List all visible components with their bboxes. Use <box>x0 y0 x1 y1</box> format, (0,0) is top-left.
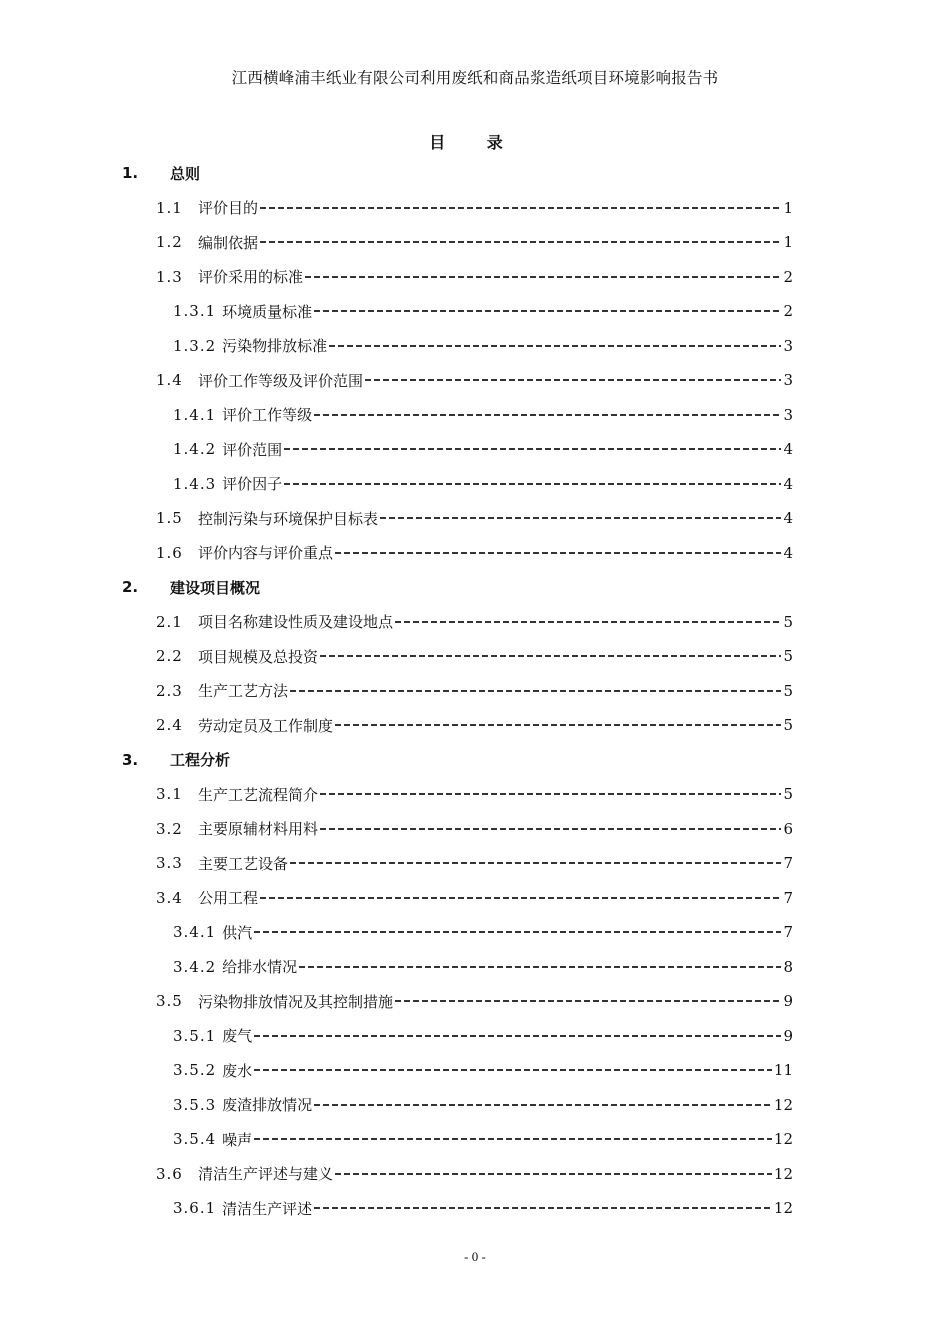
toc-entry-title: 评价目的 <box>198 199 259 217</box>
toc-entry-page: 7 <box>783 854 793 872</box>
toc-entry-title: 评价采用的标准 <box>198 268 304 286</box>
toc-entry <box>173 471 793 497</box>
toc-entry <box>173 298 793 324</box>
toc-entry-title: 主要工艺设备 <box>198 854 289 873</box>
toc-entry <box>173 1195 793 1221</box>
toc-entry-title: 编制依据 <box>198 233 259 252</box>
toc-entry-page: 7 <box>783 923 793 941</box>
toc-entry-page: 12 <box>773 1095 793 1114</box>
toc-entry <box>173 1023 793 1049</box>
toc-dot-leader <box>314 310 781 312</box>
toc-entry-page: 4 <box>783 440 793 458</box>
toc-entry-title: 废渣排放情况 <box>222 1096 313 1114</box>
toc-entry-number: 3.5 <box>156 992 183 1010</box>
toc-entry-number: 2.2 <box>156 647 183 665</box>
toc-entry-page: 5 <box>783 681 793 700</box>
toc-dot-leader <box>314 1207 772 1209</box>
toc-entry <box>156 264 793 290</box>
toc-entry-page: 2 <box>783 267 793 286</box>
toc-entry <box>173 1126 793 1152</box>
toc-entry-title: 生产工艺流程简介 <box>198 785 319 804</box>
toc-entry-number: 3.4 <box>156 888 183 907</box>
toc-entry-page: 12 <box>773 1130 793 1148</box>
toc-dot-leader <box>329 345 781 347</box>
toc-entry-number: 1.4 <box>156 371 183 389</box>
toc-entry <box>173 1092 793 1118</box>
toc-entry <box>156 505 793 531</box>
toc-entry-number: 2. <box>122 578 139 596</box>
toc-entry-page: 3 <box>783 371 793 389</box>
toc-section <box>122 747 230 773</box>
toc-entry-page: 5 <box>783 716 793 734</box>
toc-entry-page: 1 <box>783 198 793 217</box>
toc-dot-leader <box>284 448 781 450</box>
toc-entry <box>156 609 793 635</box>
toc-entry <box>156 643 793 669</box>
document-header: 江西横峰浦丰纸业有限公司利用废纸和商品浆造纸项目环境影响报告书 <box>231 69 719 87</box>
toc-dot-leader <box>335 724 781 726</box>
toc-entry-page: 5 <box>783 647 793 665</box>
toc-dot-leader <box>290 690 781 692</box>
toc-dot-leader <box>335 1173 772 1175</box>
toc-entry-title: 控制污染与环境保护目标表 <box>198 509 379 528</box>
toc-dot-leader <box>320 828 781 830</box>
toc-entry-page: 2 <box>783 302 793 320</box>
toc-entry-number: 1.3.2 <box>173 336 217 355</box>
toc-dot-leader <box>380 517 781 519</box>
toc-entry-page: 12 <box>773 1199 793 1217</box>
toc-entry-number: 3.1 <box>156 785 183 803</box>
toc-entry <box>156 540 793 566</box>
toc-entry <box>173 919 793 945</box>
toc-entry-page: 9 <box>783 1026 793 1045</box>
toc-entry-number: 1.6 <box>156 543 183 562</box>
toc-entry-title: 建设项目概况 <box>170 578 261 597</box>
toc-entry-title: 公用工程 <box>198 889 259 907</box>
toc-entry-page: 4 <box>783 509 793 527</box>
toc-entry <box>156 781 793 807</box>
toc-entry-number: 1.4.3 <box>173 474 217 493</box>
toc-entry-title: 项目规模及总投资 <box>198 647 319 666</box>
toc-entry-page: 5 <box>783 612 793 631</box>
toc-entry <box>156 367 793 393</box>
toc-entry-number: 1.1 <box>156 198 183 217</box>
toc-entry-title: 废气 <box>222 1027 253 1045</box>
toc-entry <box>156 885 793 911</box>
toc-entry-page: 4 <box>783 474 793 493</box>
toc-entry-number: 3.2 <box>156 819 183 838</box>
toc-entry-page: 7 <box>783 888 793 907</box>
toc-entry-title: 污染物排放标准 <box>222 337 328 355</box>
toc-entry-title: 主要原辅材料用料 <box>198 820 319 838</box>
toc-entry-title: 评价因子 <box>222 475 283 493</box>
toc-dot-leader <box>395 621 781 623</box>
toc-dot-leader <box>314 414 781 416</box>
toc-section <box>122 160 200 186</box>
toc-entry-title: 评价内容与评价重点 <box>198 544 334 562</box>
toc-entry <box>156 816 793 842</box>
toc-entry-page: 1 <box>783 233 793 251</box>
toc-entry-page: 9 <box>783 992 793 1010</box>
toc-dot-leader <box>260 241 781 243</box>
toc-entry-page: 11 <box>773 1061 793 1079</box>
toc-dot-leader <box>290 862 781 864</box>
toc-entry-number: 2.4 <box>156 716 183 734</box>
toc-dot-leader <box>254 1035 781 1037</box>
toc-entry-number: 2.3 <box>156 681 183 700</box>
toc-entry-title: 生产工艺方法 <box>198 682 289 700</box>
toc-entry-title: 给排水情况 <box>222 958 298 976</box>
toc-title: 目 录 <box>429 133 521 152</box>
toc-entry-number: 1.5 <box>156 509 183 527</box>
toc-entry <box>173 1057 793 1083</box>
toc-entry-page: 3 <box>783 405 793 424</box>
toc-entry <box>156 712 793 738</box>
toc-entry-page: 12 <box>773 1164 793 1183</box>
toc-entry-title: 噪声 <box>222 1130 253 1149</box>
toc-entry-number: 3.3 <box>156 854 183 872</box>
toc-entry-title: 清洁生产评述 <box>222 1199 313 1218</box>
toc-entry-page: 6 <box>783 819 793 838</box>
toc-entry-number: 3.5.3 <box>173 1095 217 1114</box>
toc-entry-title: 总则 <box>170 164 201 183</box>
toc-dot-leader <box>299 966 781 968</box>
toc-entry-number: 3.6 <box>156 1164 183 1183</box>
toc-entry-title: 评价工作等级 <box>222 406 313 424</box>
toc-entry-title: 环境质量标准 <box>222 302 313 321</box>
toc-entry-page: 4 <box>783 543 793 562</box>
toc-entry-page: 3 <box>783 336 793 355</box>
toc-entry-number: 1.4.1 <box>173 405 217 424</box>
toc-entry-title: 评价范围 <box>222 440 283 459</box>
toc-entry-number: 3.5.4 <box>173 1130 217 1148</box>
toc-entry-title: 评价工作等级及评价范围 <box>198 371 364 390</box>
toc-entry <box>156 1161 793 1187</box>
toc-entry-page: 5 <box>783 785 793 803</box>
toc-entry-number: 3.4.1 <box>173 923 217 941</box>
toc-dot-leader <box>305 276 781 278</box>
toc-dot-leader <box>254 1069 772 1071</box>
page-number: - 0 - <box>464 1249 486 1264</box>
toc-entry <box>156 988 793 1014</box>
toc-dot-leader <box>314 1104 772 1106</box>
toc-entry-number: 1.3 <box>156 267 183 286</box>
toc-entry-number: 3. <box>122 750 139 769</box>
toc-dot-leader <box>320 655 781 657</box>
toc-entry-title: 供汽 <box>222 923 253 942</box>
toc-entry-title: 劳动定员及工作制度 <box>198 716 334 735</box>
toc-entry <box>173 402 793 428</box>
toc-dot-leader <box>260 897 781 899</box>
toc-entry <box>156 229 793 255</box>
toc-entry-number: 3.5.1 <box>173 1026 217 1045</box>
toc-entry <box>156 195 793 221</box>
toc-dot-leader <box>284 483 781 485</box>
toc-entry-title: 工程分析 <box>170 751 231 769</box>
toc-entry-title: 清洁生产评述与建义 <box>198 1165 334 1183</box>
toc-dot-leader <box>335 552 781 554</box>
toc-entry-page: 8 <box>783 957 793 976</box>
toc-entry-number: 2.1 <box>156 612 183 631</box>
toc-entry <box>156 678 793 704</box>
toc-dot-leader <box>254 1138 772 1140</box>
toc-entry <box>173 333 793 359</box>
toc-entry-number: 1.4.2 <box>173 440 217 458</box>
toc-entry-number: 3.6.1 <box>173 1199 217 1217</box>
toc-entry-title: 污染物排放情况及其控制措施 <box>198 992 394 1011</box>
toc-dot-leader <box>395 1000 781 1002</box>
toc-dot-leader <box>365 379 781 381</box>
toc-entry-number: 1.3.1 <box>173 302 217 320</box>
toc-section <box>122 574 260 600</box>
toc-entry <box>173 954 793 980</box>
toc-entry-title: 项目名称建设性质及建设地点 <box>198 613 394 631</box>
toc-entry <box>173 436 793 462</box>
toc-entry-number: 3.4.2 <box>173 957 217 976</box>
toc-entry-number: 3.5.2 <box>173 1061 217 1079</box>
toc-dot-leader <box>320 793 781 795</box>
toc-entry-number: 1. <box>122 164 139 182</box>
toc-entry <box>156 850 793 876</box>
toc-dot-leader <box>260 207 781 209</box>
toc-entry-number: 1.2 <box>156 233 183 251</box>
toc-entry-title: 废水 <box>222 1061 253 1080</box>
toc-dot-leader <box>254 931 781 933</box>
